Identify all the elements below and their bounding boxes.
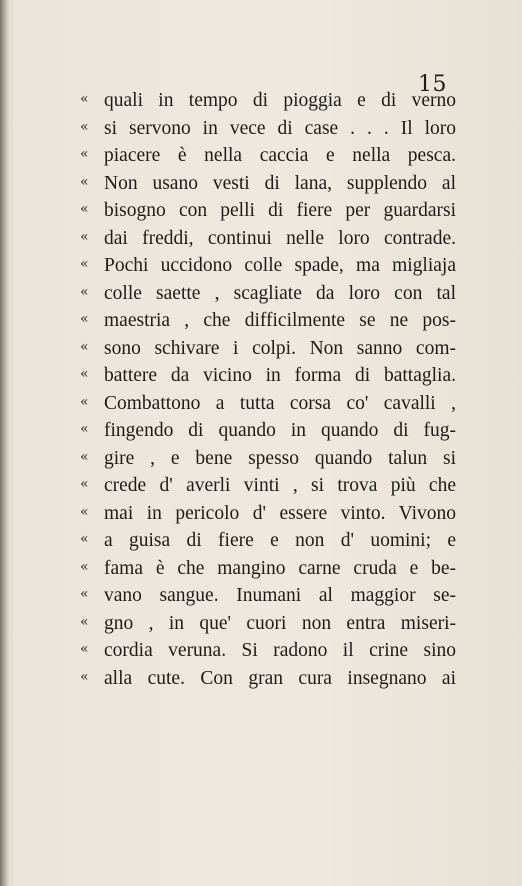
guillemet-mark: « <box>80 366 89 382</box>
guillemet-mark: « <box>80 503 89 520</box>
line-text: alla cute. Con gran cura insegnano ai <box>104 667 456 689</box>
text-line <box>0 170 522 198</box>
guillemet-mark: « <box>80 448 89 465</box>
line-text: bisogno con pelli di fiere per guardarsi <box>104 200 456 221</box>
text-line <box>0 527 522 555</box>
line-text: Pochi uccidono colle spade, ma migliaja <box>104 255 456 276</box>
line-text: colle saette , scagliate da loro con tal <box>104 282 456 304</box>
line-text: gno , in que' cuori non entra miseri- <box>104 612 456 634</box>
guillemet-mark: « <box>80 393 89 410</box>
line-text: vano sangue. Inumani al maggior se- <box>104 585 456 606</box>
guillemet-mark: « <box>80 558 89 575</box>
text-line <box>0 637 522 665</box>
guillemet-mark: « <box>80 531 89 547</box>
text-line <box>0 582 522 610</box>
guillemet-mark: « <box>80 283 89 300</box>
guillemet-mark: « <box>80 256 89 272</box>
line-text: dai freddi, continui nelle loro contrade. <box>104 227 456 249</box>
text-line <box>0 417 522 445</box>
quoted-text-block <box>0 87 522 692</box>
line-text: gire , e bene spesso quando talun si <box>104 447 456 469</box>
text-line <box>0 335 522 363</box>
guillemet-mark: « <box>80 201 89 217</box>
guillemet-mark: « <box>80 91 89 107</box>
line-text: mai in pericolo d' essere vinto. Vivono <box>104 502 456 524</box>
line-text: quali in tempo di pioggia e di verno <box>104 90 456 111</box>
guillemet-mark: « <box>80 421 89 437</box>
line-text: piacere è nella caccia e nella pesca. <box>104 145 456 166</box>
guillemet-mark: « <box>80 118 89 135</box>
text-line <box>0 500 522 528</box>
text-line <box>0 362 522 390</box>
text-line <box>0 225 522 253</box>
line-text: crede d' averli vinti , si trova più che <box>104 475 456 496</box>
guillemet-mark: « <box>80 613 89 630</box>
text-line <box>0 445 522 473</box>
line-text: si servono in vece di case . . . Il loro <box>104 117 456 139</box>
guillemet-mark: « <box>80 586 89 602</box>
guillemet-mark: « <box>80 146 89 162</box>
line-text: cordia veruna. Si radono il crine sino <box>104 640 456 661</box>
guillemet-mark: « <box>80 476 89 492</box>
line-text: fingendo di quando in quando di fug- <box>104 420 456 441</box>
text-line <box>0 280 522 308</box>
guillemet-mark: « <box>80 641 89 657</box>
guillemet-mark: « <box>80 311 89 327</box>
guillemet-mark: « <box>80 228 89 245</box>
text-line <box>0 252 522 280</box>
text-line <box>0 390 522 418</box>
text-line <box>0 307 522 335</box>
line-text: Non usano vesti di lana, supplendo al <box>104 172 456 194</box>
guillemet-mark: « <box>80 668 89 685</box>
text-line <box>0 610 522 638</box>
line-text: battere da vicino in forma di battaglia. <box>104 365 456 386</box>
text-line <box>0 142 522 170</box>
line-text: Combattono a tutta corsa co' cavalli , <box>104 392 456 414</box>
line-text: maestria , che difficilmente se ne pos- <box>104 310 456 331</box>
text-line <box>0 87 522 115</box>
line-text: sono schivare i colpi. Non sanno com- <box>104 337 456 359</box>
line-text: fama è che mangino carne cruda e be- <box>104 557 456 579</box>
page-number: 15 <box>418 72 447 97</box>
line-text: a guisa di fiere e non d' uomini; e <box>104 530 456 551</box>
text-line <box>0 197 522 225</box>
text-line <box>0 555 522 583</box>
text-line <box>0 472 522 500</box>
text-line <box>0 115 522 143</box>
text-line <box>0 665 522 693</box>
guillemet-mark: « <box>80 338 89 355</box>
guillemet-mark: « <box>80 173 89 190</box>
